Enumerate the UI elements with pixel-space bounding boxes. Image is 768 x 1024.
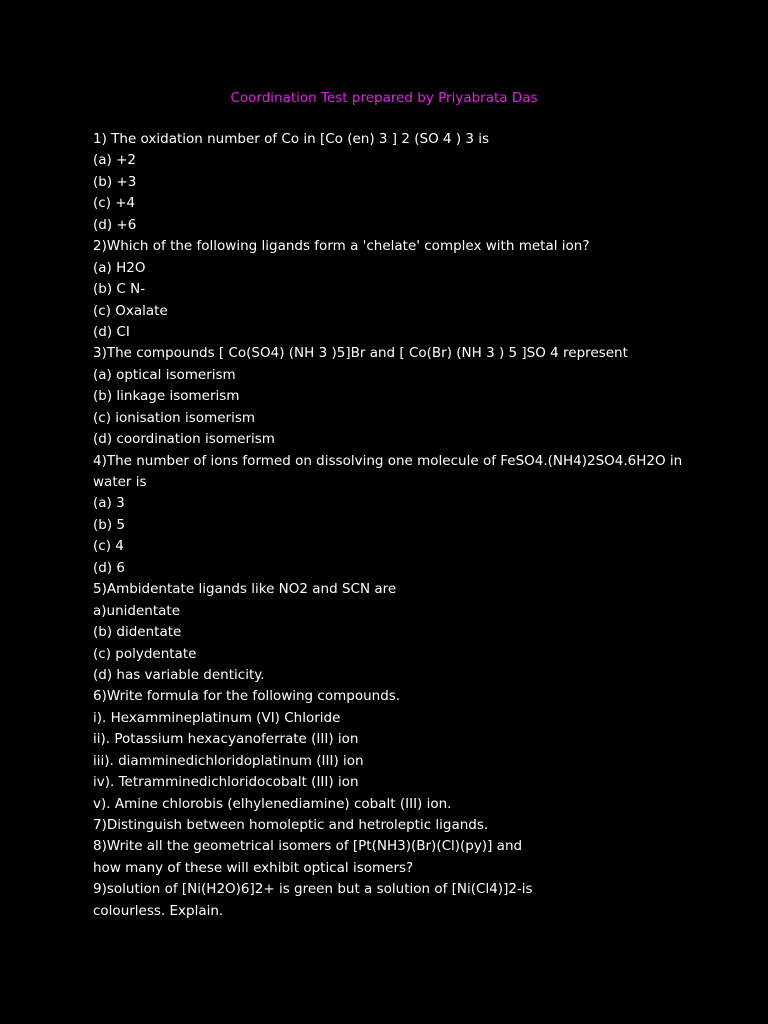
document-title: Coordination Test prepared by Priyabrata Das bbox=[230, 90, 538, 106]
text-line: 1) The oxidation number of Co in [Co (en) 3 ] 2 (SO 4 ) 3 is bbox=[93, 131, 490, 147]
text-line: (d) coordination isomerism bbox=[93, 431, 275, 448]
text-line: (d) 6 bbox=[93, 559, 125, 576]
text-line: 7)Distinguish between homoleptic and hetroleptic ligands. bbox=[93, 817, 489, 833]
text-line: a)unidentate bbox=[93, 602, 180, 619]
text-line: (d) CI bbox=[93, 323, 130, 340]
text-line: 4)The number of ions formed on dissolving one molecule of FeSO4.(NH4)2SO4.6H2O in bbox=[93, 452, 683, 469]
text-line: (a) 3 bbox=[93, 495, 125, 512]
text-line: 9)solution of [Ni(H2O)6]2+ is green but a solution of [Ni(Cl4)]2-is bbox=[93, 881, 533, 898]
text-line: water is bbox=[93, 474, 147, 490]
text-line: (b) 5 bbox=[93, 516, 125, 533]
text-line: 6)Write formula for the following compounds. bbox=[93, 688, 401, 705]
text-line: 8)Write all the geometrical isomers of [Pt(NH3)(Br)(Cl)(py)] and bbox=[93, 838, 523, 855]
text-line: iv). Tetramminedichloridocobalt (III) ion bbox=[93, 774, 359, 791]
text-line: (a) optical isomerism bbox=[93, 366, 236, 383]
text-line: (c) ionisation isomerism bbox=[93, 409, 256, 426]
text-line: how many of these will exhibit optical isomers? bbox=[93, 859, 414, 876]
text-line: (d) has variable denticity. bbox=[93, 666, 265, 683]
text-line: (b) didentate bbox=[93, 624, 182, 641]
text-line: 3)The compounds [ Co(SO4) (NH 3 )5]Br and [ Co(Br) (NH 3 ) 5 ]SO 4 represent bbox=[93, 345, 628, 362]
text-line: colourless. Explain. bbox=[93, 902, 224, 919]
text-line: (c) polydentate bbox=[93, 645, 197, 662]
text-line: (c) 4 bbox=[93, 538, 124, 555]
document-body bbox=[93, 129, 693, 922]
text-line: ii). Potassium hexacyanoferrate (III) ion bbox=[93, 731, 359, 748]
text-line: (d) +6 bbox=[93, 216, 137, 233]
text-line: v). Amine chlorobis (elhylenediamine) cobalt (III) ion. bbox=[93, 795, 452, 812]
text-line: (b) +3 bbox=[93, 173, 137, 190]
text-line: 5)Ambidentate ligands like NO2 and SCN are bbox=[93, 581, 397, 598]
text-line: iii). diamminedichloridoplatinum (III) ion bbox=[93, 752, 364, 769]
text-line: (c) +4 bbox=[93, 195, 136, 212]
text-line: (a) H2O bbox=[93, 259, 146, 276]
text-line: 2)Which of the following ligands form a 'chelate' complex with metal ion? bbox=[93, 238, 590, 255]
text-line: (b) C N- bbox=[93, 281, 146, 298]
text-line: (c) Oxalate bbox=[93, 302, 168, 319]
text-line: (a) +2 bbox=[93, 152, 136, 169]
text-line: (b) linkage isomerism bbox=[93, 388, 240, 405]
text-line: i). Hexammineplatinum (VI) Chloride bbox=[93, 709, 341, 726]
